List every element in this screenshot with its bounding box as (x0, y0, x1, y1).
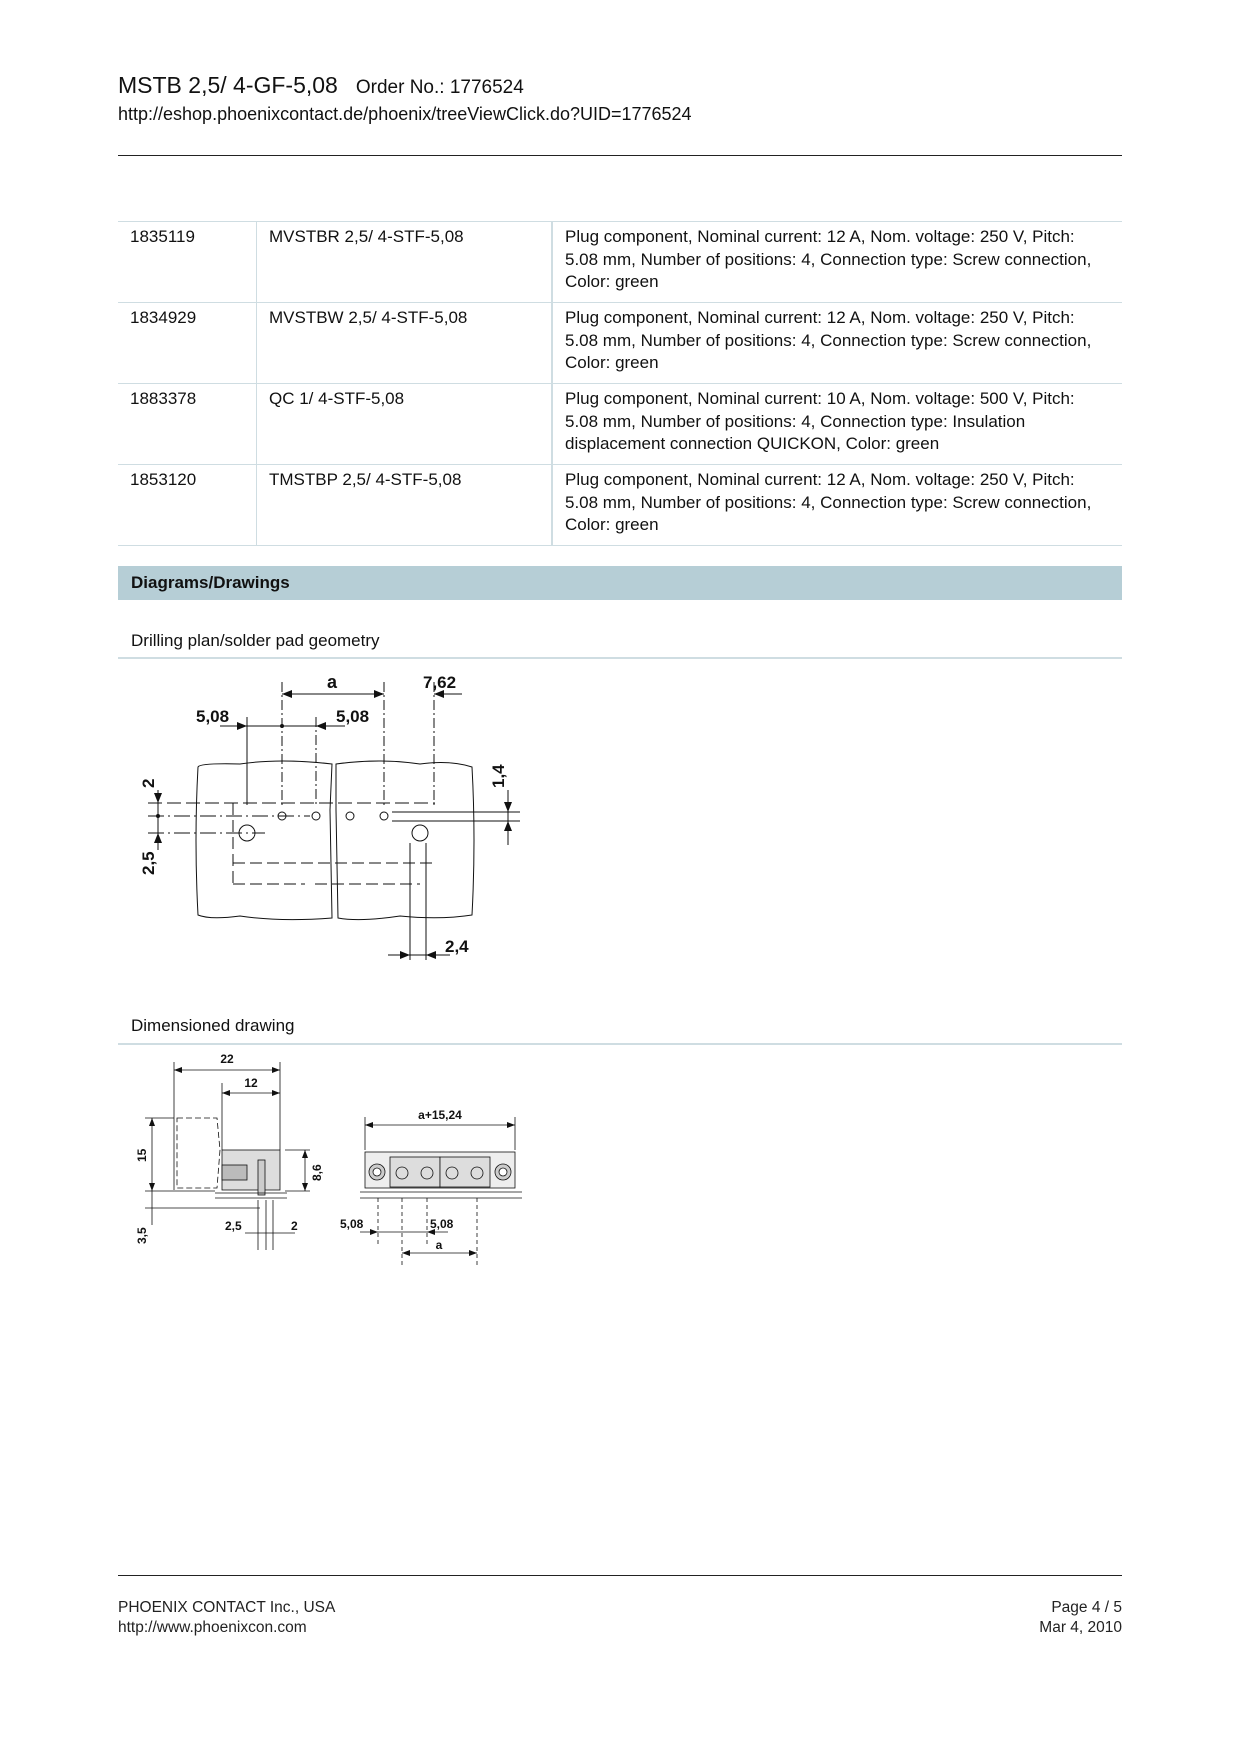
page-number: Page 4 / 5 (1051, 1599, 1122, 1616)
drilling-plan-drawing (120, 660, 540, 970)
dim-2-5: 2,5 (225, 1219, 242, 1233)
footer-company-block (118, 1598, 335, 1638)
description-cell: Plug component, Nominal current: 10 A, Nom. voltage: 500 V, Pitch: 5.08 mm, Number of positions: 4, Connection type: Insulation displacement connection QUICKON, Color: green (552, 384, 1122, 465)
dim-8-6: 8,6 (310, 1164, 324, 1181)
order-number-cell: 1835119 (118, 222, 257, 303)
footer-page-block (1039, 1598, 1122, 1638)
document-title (118, 72, 524, 99)
description-cell: Plug component, Nominal current: 12 A, Nom. voltage: 250 V, Pitch: 5.08 mm, Number of positions: 4, Connection type: Screw connection, Color: green (552, 465, 1122, 546)
table-row (118, 222, 1122, 303)
drilling-plan-title: Drilling plan/solder pad geometry (131, 631, 380, 650)
drilling-plan-divider (118, 657, 1122, 659)
type-cell: TMSTBP 2,5/ 4-STF-5,08 (257, 465, 553, 546)
order-number: Order No.: 1776524 (355, 77, 524, 98)
description-cell: Plug component, Nominal current: 12 A, Nom. voltage: 250 V, Pitch: 5.08 mm, Number of positions: 4, Connection type: Screw connection, Color: green (552, 222, 1122, 303)
type-cell: MVSTBR 2,5/ 4-STF-5,08 (257, 222, 553, 303)
dim-5-08-right: 5,08 (430, 1217, 454, 1231)
footer-website[interactable]: http://www.phoenixcon.com (118, 1619, 307, 1636)
dim-2-4: 2,4 (445, 937, 469, 956)
section-title: Diagrams/Drawings (131, 573, 290, 592)
dim-12: 12 (244, 1076, 258, 1090)
footer-divider (118, 1575, 1122, 1576)
dim-a: a (326, 672, 338, 692)
dim-a: a (435, 1238, 443, 1252)
side-view-drawing (125, 1050, 335, 1260)
product-url[interactable]: http://eshop.phoenixcontact.de/phoenix/treeViewClick.do?UID=1776524 (118, 104, 692, 124)
dim-7-62: 7,62 (423, 673, 457, 692)
dim-15: 15 (135, 1148, 149, 1162)
footer-company: PHOENIX CONTACT Inc., USA (118, 1599, 336, 1616)
order-number-cell: 1883378 (118, 384, 257, 465)
type-cell: MVSTBW 2,5/ 4-STF-5,08 (257, 303, 553, 384)
dim-2-5: 2,5 (139, 851, 158, 875)
dim-a-plus-15-24: a+15,24 (418, 1108, 462, 1122)
product-name: MSTB 2,5/ 4-GF-5,08 (118, 72, 338, 98)
dim-2: 2 (139, 778, 158, 788)
table-row (118, 465, 1122, 546)
order-number-cell: 1853120 (118, 465, 257, 546)
dim-5-08-left: 5,08 (196, 707, 230, 726)
dim-5-08-left: 5,08 (340, 1217, 364, 1231)
table-row (118, 303, 1122, 384)
document-date: Mar 4, 2010 (1039, 1619, 1122, 1636)
header-divider (118, 155, 1122, 156)
dim-22: 22 (220, 1052, 234, 1066)
dim-3-5: 3,5 (135, 1227, 149, 1244)
dimensioned-drawing-divider (118, 1043, 1122, 1045)
order-number-cell: 1834929 (118, 303, 257, 384)
dim-1-4: 1,4 (489, 764, 508, 788)
dimensioned-drawing-title: Dimensioned drawing (131, 1016, 295, 1035)
dim-5-08-right: 5,08 (336, 707, 370, 726)
description-cell: Plug component, Nominal current: 12 A, Nom. voltage: 250 V, Pitch: 5.08 mm, Number of positions: 4, Connection type: Screw connection, Color: green (552, 303, 1122, 384)
accessories-table (118, 221, 1122, 546)
dim-2: 2 (291, 1219, 298, 1233)
section-header-diagrams (118, 566, 1122, 600)
type-cell: QC 1/ 4-STF-5,08 (257, 384, 553, 465)
table-row (118, 384, 1122, 465)
front-view-drawing (330, 1095, 530, 1265)
